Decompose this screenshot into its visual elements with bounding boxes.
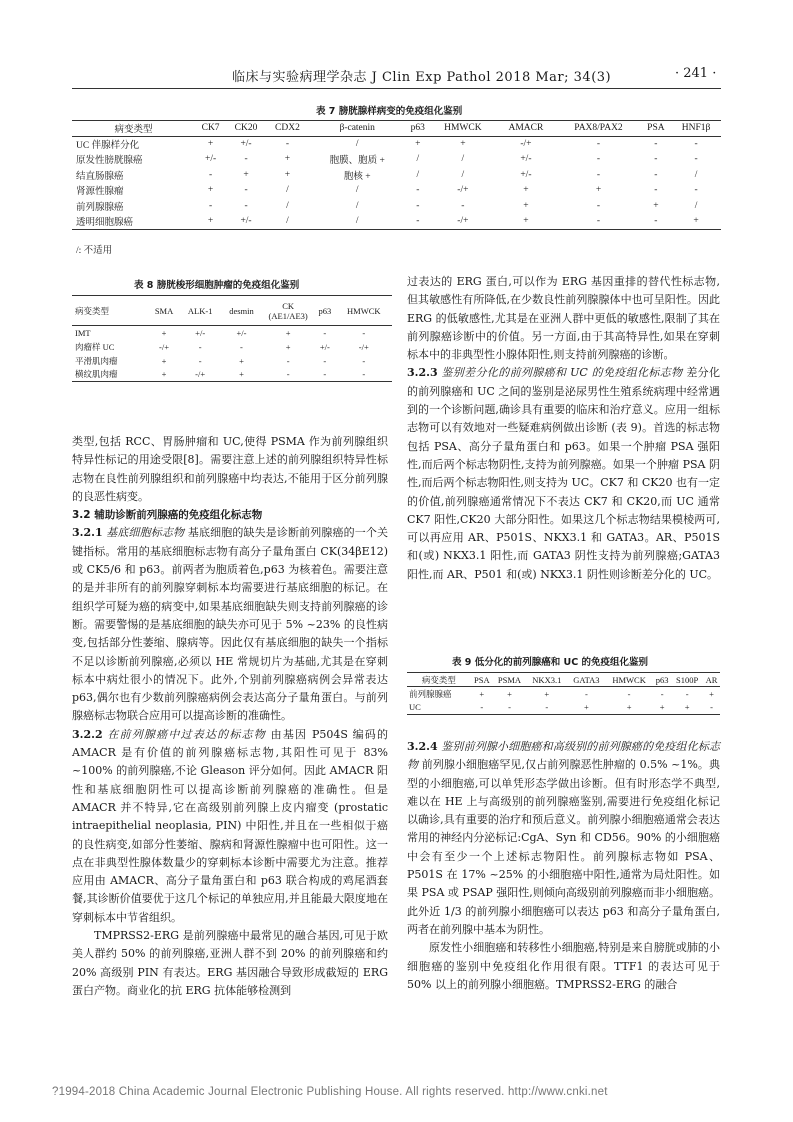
table-cell: +: [460, 139, 466, 149]
row-label: 平滑肌肉瘤: [75, 355, 118, 366]
table-cell: -: [596, 139, 601, 149]
table7-col-header: CK7: [201, 123, 220, 134]
table7-col-header: p63: [410, 123, 425, 134]
table7-col-header: HMWCK: [444, 123, 482, 134]
table8-col-header: CK (AE1/AE3): [268, 300, 308, 321]
table-cell: +/-: [195, 327, 206, 338]
table-cell: +: [479, 688, 485, 699]
table-cell: -/+: [159, 341, 170, 352]
table-row: [72, 326, 392, 340]
table-cell: -: [416, 216, 420, 226]
table7: [72, 120, 721, 230]
section-3-2-4-title: 鉴别前列腺小细胞癌和高级别的前列腺癌的免疫组化标志物: [407, 740, 720, 772]
table-row: [72, 340, 392, 354]
table-cell: -: [480, 702, 484, 713]
table-cell: /: [694, 169, 698, 180]
table-cell: -: [209, 200, 213, 211]
table-cell: +: [207, 185, 214, 196]
row-label: 前列腺腺癌: [409, 688, 452, 699]
table-cell: +: [544, 688, 550, 699]
table-cell: -: [694, 185, 698, 196]
table-row: [407, 687, 720, 701]
table-cell: +: [207, 139, 214, 149]
section-3-2-heading: 3.2 辅助诊断前列腺癌的免疫组化标志物: [72, 509, 263, 522]
table-cell: /: [355, 139, 359, 149]
right-column-upper: [407, 273, 720, 584]
table-row: [72, 136, 721, 152]
table-cell: +/-: [240, 139, 252, 149]
table-cell: -: [416, 185, 420, 196]
table8-body: [72, 326, 392, 382]
table-cell: /: [694, 200, 698, 211]
table-cell: -: [694, 154, 698, 165]
table9-col-header: PSA: [474, 674, 490, 685]
table-row: [72, 354, 392, 368]
section-3-2-4: [407, 738, 720, 939]
table-cell: -/+: [358, 341, 369, 352]
table-cell: -: [362, 355, 366, 366]
table8: [72, 295, 392, 382]
table8-col-header: HMWCK: [347, 305, 381, 316]
section-3-2-4-number: 3.2.4: [407, 740, 438, 753]
table-cell: -: [596, 154, 601, 165]
table7-note: /: 不适用: [76, 246, 113, 256]
right-para-1: 过表达的 ERG 蛋白,可以作为 ERG 基因重排的替代性标志物,但其敏感性有所降低,在少数良性前列腺腺体中也可呈阳性。因此 ERG 的低敏感性,尤其是在亚洲人群中更低的敏感性,限制了其在前列腺癌诊断中的价值。另一方面,由于其高特异性,如果在穿刺标本中的非典型性小腺体阳性,则支持前列腺癌的诊断。: [407, 275, 720, 362]
section-3-2-1-title: 基底细胞标志物: [106, 526, 185, 540]
table-cell: -/+: [457, 185, 469, 196]
running-header: 临床与实验病理学杂志 J Clin Exp Pathol 2018 Mar; 34(3): [232, 70, 612, 85]
row-label: UC 伴腺样分化: [76, 141, 140, 151]
table-cell: +: [284, 169, 291, 180]
section-3-2-1-text: 基底细胞的缺失是诊断前列腺癌的一个关键指标。常用的基底细胞标志物有高分子量角蛋白 CK(34βE12) 或 CK5/6 和 p63。前两者为胞质着色,p63 为核着色。需要注意的是并非所有的前列腺穿刺标本均需要进行基底细胞的标记。在组织学可疑为癌的病变中,如果基底细胞缺失则支持前列腺癌的诊断。需要警惕的是基底细胞的缺失亦可见于 5% ~23% 的良性病变,包括部分性萎缩、腺病等。因此仅有基底细胞的缺失一个指标不足以诊断前列腺癌,必须以 HE 常规切片为基础,尤其是在穿刺标本中病灶很小的情况下。此外,个别前列腺癌病例会异常表达 p63,偶尔也有少数前列腺癌病例会表达高分子量角蛋白。与前列腺癌标志物联合应用可以提高诊断的准确性。: [72, 526, 389, 723]
table-cell: +: [285, 327, 291, 338]
table-cell: /: [461, 154, 465, 165]
table9-col-header: 病变类型: [421, 674, 456, 685]
table-cell: -: [209, 169, 213, 180]
table-cell: 胞膜、胞质 +: [329, 156, 385, 167]
table7-col-header: CK20: [234, 123, 258, 134]
section-3-2-3-text: 差分化的前列腺癌和 UC 之间的鉴别是泌尿男性生殖系统病理中经常遇到的一个诊断问题,确诊具有重要的临床和治疗意义。应用一组标志物可以有效地对一些疑难病例做出诊断 (表 9)。首选的标志物包括 PSA、高分子量角蛋白和 p63。如果一个肿瘤 PSA 强阳性,而后两个标志物阴性,支持为前列腺癌。如果一个肿瘤 PSA 阴性,而后两个标志物阳性,则支持为 UC。CK7 和 CK20 也有一定的价值,前列腺癌通常情况下不表达 CK7 和 CK20,而 UC 通常 CK7 阳性,CK20 大部分阳性。如果这几个标志物结果模棱两可,可以再应用 AR、P501S、NKX3.1 和 GATA3。AR、P501S 和(或) NKX3.1 阳性,而 GATA3 阴性支持为前列腺癌;GATA3 阳性,而 AR、P501 和(或) NKX3.1 阴性则诊断差分化的 UC。: [407, 366, 721, 581]
table-cell: +/-: [520, 169, 532, 180]
table-cell: /: [416, 169, 420, 180]
row-label: 横纹肌肉瘤: [75, 369, 118, 380]
table-cell: -: [654, 154, 658, 165]
section-3-2-1: [72, 524, 388, 725]
table9-header-row: [407, 673, 720, 687]
left-column: [72, 433, 388, 1000]
section-3-2-3-title: 鉴别差分化的前列腺癌和 UC 的免疫组化标志物: [441, 366, 683, 380]
table-cell: +: [653, 200, 659, 211]
section-3-2-2-number: 3.2.2: [72, 727, 103, 741]
table-row: [72, 198, 721, 214]
table-cell: -: [654, 216, 658, 226]
table-cell: -: [323, 369, 327, 380]
row-label: 原发性膀胱腺癌: [76, 156, 143, 167]
table8-caption: 表 8 膀胱梭形细胞肿瘤的免疫组化鉴别: [134, 280, 300, 291]
table9-col-header: GATA3: [573, 674, 600, 685]
table8-col-header: p63: [318, 305, 332, 316]
table9-col-header: HMWCK: [612, 674, 646, 685]
table-cell: -: [654, 185, 658, 196]
table9-caption: 表 9 低分化的前列腺癌和 UC 的免疫组化鉴别: [452, 657, 649, 668]
table8-col-header: 病变类型: [75, 305, 110, 316]
table-cell: +: [659, 702, 665, 713]
table-cell: -: [627, 688, 631, 699]
table-cell: -: [198, 355, 202, 366]
table-cell: +: [207, 216, 214, 226]
table-cell: -: [323, 327, 327, 338]
section-3-2-2: [72, 726, 388, 927]
table7-col-header: CDX2: [275, 123, 300, 134]
row-label: IMT: [75, 327, 91, 338]
table-cell: +/-: [319, 341, 330, 352]
section-3-2-2-text: 由基因 P504S 编码的 AMACR 是有价值的前列腺癌标志物,其阳性可见于 83% ~100% 的前列腺癌,不论 Gleason 评分如何。因此 AMACR 阳性和基底细胞阴性可以提高诊断前列腺癌的准确性。但是 AMACR 并不特异,它在高级别前列腺上皮内瘤变 (prostatic intraepithelial neoplasia, PIN) 中阳性,并且在一些相似于癌的良性病变,如部分性萎缩、腺病和肾源性腺瘤中也可阳性。这一点在非典型性腺体数量少的穿刺标本诊断中需要尤为注意。推荐应用由 AMACR、高分子量角蛋白和 p63 联合构成的鸡尾酒套餐,其诊断价值要优于这几个标记的单独应用,并且能最大限度地在穿刺标本中节省组织。: [72, 727, 388, 924]
row-label: 结直肠腺癌: [76, 171, 124, 182]
table-cell: +: [285, 341, 291, 352]
table-row: [72, 183, 721, 199]
row-label: 前列腺腺癌: [76, 202, 124, 213]
table-cell: +/-: [240, 216, 252, 226]
table9-col-header: S100P: [676, 674, 699, 685]
row-label: 肉瘤样 UC: [75, 341, 115, 352]
table-row: [407, 701, 720, 715]
table9-col-header: NKX3.1: [532, 674, 562, 685]
header-rule: [72, 88, 721, 89]
section-3-2-2-title: 在前列腺癌中过表达的标志物: [107, 727, 266, 741]
table-cell: +: [415, 139, 421, 149]
table7-col-header: β-catenin: [339, 123, 375, 134]
table-cell: -: [545, 702, 549, 713]
table-cell: +: [693, 216, 699, 226]
table9-body: [407, 687, 720, 715]
table-row: [72, 214, 721, 230]
table-row: [72, 167, 721, 183]
row-label: 透明细胞腺癌: [76, 218, 134, 228]
table7-col-header: PAX8/PAX2: [574, 123, 623, 134]
table-cell: +: [684, 702, 690, 713]
table7-col-header: PSA: [647, 123, 665, 134]
table-cell: -: [685, 688, 689, 699]
table-cell: -: [596, 200, 601, 211]
table-cell: -: [362, 327, 366, 338]
table-cell: -/+: [195, 369, 206, 380]
table-cell: /: [355, 200, 359, 211]
page-number: · 241 ·: [675, 66, 717, 81]
table-cell: -: [584, 688, 588, 699]
row-label: 肾源性腺瘤: [76, 187, 124, 198]
table-cell: -/+: [520, 139, 532, 149]
table-cell: +/-: [205, 154, 217, 165]
table-cell: +/-: [236, 327, 247, 338]
table-cell: -: [694, 139, 698, 149]
table-row: [72, 152, 721, 168]
table-cell: -: [362, 369, 366, 380]
table-cell: -: [244, 200, 248, 211]
table7-col-header: 病变类型: [114, 125, 153, 136]
table-cell: +: [507, 688, 512, 699]
table7-caption: 表 7 膀胱腺样病变的免疫组化鉴别: [316, 106, 463, 117]
table-cell: +: [239, 355, 244, 366]
table-cell: -: [285, 139, 290, 149]
table-cell: -: [660, 688, 664, 699]
table7-col-header: HNF1β: [681, 123, 711, 134]
table8-header-row: [72, 296, 392, 326]
table-cell: +: [284, 154, 291, 165]
copyright-footer: ?1994-2018 China Academic Journal Electronic Publishing House. All rights reserved. http://www.cnki.net: [52, 1086, 608, 1098]
table8-col-header: SMA: [154, 305, 174, 316]
table-cell: -: [244, 185, 248, 196]
table-cell: /: [416, 154, 420, 165]
table-cell: +: [239, 369, 244, 380]
table-cell: +/-: [520, 154, 532, 165]
table-cell: -: [596, 216, 601, 226]
table-cell: -: [654, 139, 658, 149]
table-cell: -: [286, 355, 290, 366]
table-cell: /: [355, 185, 359, 196]
table-row: [72, 368, 392, 382]
table-cell: /: [286, 185, 289, 196]
row-label: UC: [409, 702, 421, 713]
section-3-2-3-number: 3.2.3: [407, 366, 438, 380]
table-cell: +: [583, 702, 589, 713]
right-column-lower: [407, 738, 720, 994]
table-cell: +: [161, 369, 167, 380]
table-cell: -: [461, 200, 465, 211]
table-cell: /: [286, 216, 289, 226]
table-cell: +: [161, 355, 167, 366]
table-cell: -: [508, 702, 511, 713]
table-cell: -/+: [457, 216, 469, 226]
left-para-1: 类型,包括 RCC、胃肠肿瘤和 UC,使得 PSMA 作为前列腺组织特异性标记的用途受限[8]。需要注意上述的前列腺组织特异性标志物在良性前列腺组织和前列腺癌中均表达,不能用于区分前列腺的良恶性病变。: [72, 435, 388, 503]
table9-col-header: p63: [655, 674, 669, 685]
table-cell: 胞核 +: [343, 171, 371, 182]
table7-body: [72, 136, 721, 229]
left-para-tmprss: TMPRSS2-ERG 是前列腺癌中最常见的融合基因,可见于欧美人群约 50% 的前列腺癌,亚洲人群不到 20% 的前列腺癌和约 20% 高级别 PIN 有表达。ERG 基因融合导致形成截短的 ERG 蛋白产物。商业化的抗 ERG 抗体能够检测到: [72, 929, 388, 997]
right-para-last: 原发性小细胞癌和转移性小细胞癌,特别是来自膀胱或肺的小细胞癌的鉴别中免疫组化作用很有限。TTF1 的表达可见于 50% 以上的前列腺小细胞癌。TMPRSS2-ERG 的融合: [407, 941, 720, 991]
table8-col-header: ALK-1: [187, 305, 213, 316]
table-cell: -: [240, 341, 243, 352]
table-cell: -: [286, 369, 290, 380]
table9-col-header: PSMA: [497, 674, 522, 685]
table-cell: -: [323, 355, 327, 366]
table-cell: -: [596, 169, 601, 180]
table9-col-header: AR: [705, 674, 718, 685]
table-cell: /: [355, 216, 359, 226]
table-cell: -: [198, 341, 202, 352]
table-cell: +: [626, 702, 632, 713]
table-cell: +: [709, 688, 714, 699]
table-cell: +: [523, 185, 529, 196]
table-cell: +: [523, 216, 529, 226]
table-cell: -: [416, 200, 420, 211]
table-cell: -: [654, 169, 658, 180]
table7-header-row: [72, 121, 721, 137]
table-cell: -: [244, 154, 248, 165]
table-cell: +: [243, 169, 249, 180]
table-cell: -: [710, 702, 713, 713]
table-cell: +: [595, 185, 602, 196]
section-3-2-1-number: 3.2.1: [72, 526, 103, 540]
table9: [407, 672, 720, 715]
table-cell: /: [461, 169, 465, 180]
section-3-2-3: [407, 364, 720, 584]
table-cell: +: [161, 327, 167, 338]
table-cell: +: [523, 200, 529, 211]
table7-col-header: AMACR: [508, 123, 544, 134]
table8-col-header: desmin: [229, 305, 254, 316]
table-cell: /: [286, 200, 289, 211]
section-3-2-4-text: 前列腺小细胞癌罕见,仅占前列腺恶性肿瘤的 0.5% ~1%。典型的小细胞癌,可以单凭形态学做出诊断。但有时形态学不典型,难以在 HE 上与高级别的前列腺癌鉴别,需要进行免疫组化标记以确诊,具有重要的治疗和预后意义。前列腺小细胞癌通常会表达常用的神经内分泌标记:CgA、Syn 和 CD56。90% 的小细胞癌中会有至少一个上述标志物阳性。前列腺标志物如 PSA、P501S 在 17% ~25% 的小细胞癌中阳性,通常为局灶阳性。如果 PSA 或 PSAP 强阳性,则倾向高级别前列腺癌而非小细胞癌。此外近 1/3 的前列腺小细胞癌可以表达 p63 和高分子量角蛋白,两者在前列腺中基本为阴性。: [407, 758, 720, 936]
